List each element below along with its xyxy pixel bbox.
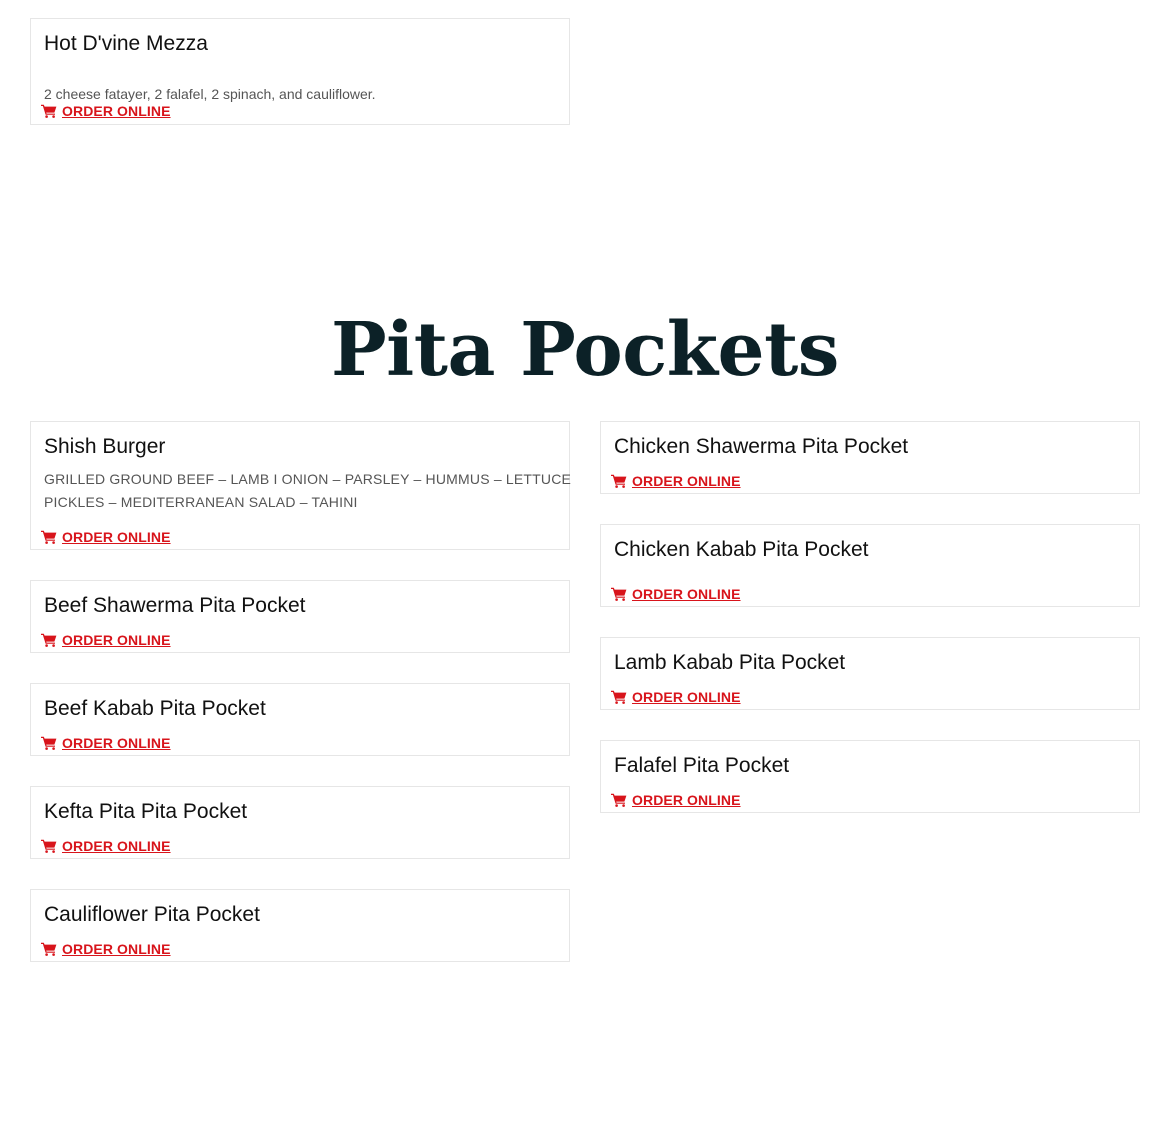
cart-icon xyxy=(611,474,627,488)
order-online-link[interactable] xyxy=(41,734,171,752)
order-online-link[interactable] xyxy=(611,791,741,809)
order-online-label: ORDER ONLINE xyxy=(62,103,171,119)
menu-item-title: Cauliflower Pita Pocket xyxy=(44,903,260,926)
order-online-link[interactable] xyxy=(41,631,171,649)
menu-item-card xyxy=(30,580,570,653)
order-online-label: ORDER ONLINE xyxy=(632,586,741,602)
cart-icon xyxy=(611,587,627,601)
section-title: Pita Pockets xyxy=(331,307,839,393)
cart-icon xyxy=(41,530,57,544)
order-online-label: ORDER ONLINE xyxy=(62,838,171,854)
order-online-link[interactable] xyxy=(611,585,741,603)
cart-icon xyxy=(611,690,627,704)
order-online-label: ORDER ONLINE xyxy=(62,632,171,648)
cart-icon xyxy=(41,942,57,956)
menu-item-card xyxy=(600,637,1140,710)
menu-item-card xyxy=(30,18,570,125)
order-online-link[interactable] xyxy=(41,837,171,855)
menu-item-title: Kefta Pita Pita Pocket xyxy=(44,800,248,823)
menu-item-title: Beef Kabab Pita Pocket xyxy=(44,697,266,720)
cart-icon xyxy=(41,736,57,750)
cart-icon xyxy=(41,104,57,118)
order-online-link[interactable] xyxy=(41,528,171,546)
order-online-link[interactable] xyxy=(611,472,741,490)
menu-item-title: Beef Shawerma Pita Pocket xyxy=(44,594,306,617)
menu-item-title: Lamb Kabab Pita Pocket xyxy=(614,651,846,674)
menu-item-title: Chicken Kabab Pita Pocket xyxy=(614,538,869,561)
menu-item-card xyxy=(30,421,570,550)
menu-item-card xyxy=(600,740,1140,813)
menu-item-title: Chicken Shawerma Pita Pocket xyxy=(614,435,909,458)
menu-item-description: 2 cheese fatayer, 2 falafel, 2 spinach, and cauliflower. xyxy=(44,86,376,102)
cart-icon xyxy=(611,793,627,807)
order-online-label: ORDER ONLINE xyxy=(632,689,741,705)
menu-item-description: PICKLES – MEDITERRANEAN SALAD – TAHINI xyxy=(44,494,358,510)
order-online-label: ORDER ONLINE xyxy=(62,735,171,751)
order-online-label: ORDER ONLINE xyxy=(632,792,741,808)
menu-item-card xyxy=(30,786,570,859)
menu-item-card xyxy=(30,683,570,756)
order-online-label: ORDER ONLINE xyxy=(62,941,171,957)
menu-item-description: GRILLED GROUND BEEF – LAMB I ONION – PARSLEY – HUMMUS – LETTUCE xyxy=(44,471,572,487)
cart-icon xyxy=(41,839,57,853)
menu-item-title: Hot D'vine Mezza xyxy=(44,32,208,55)
order-online-link[interactable] xyxy=(611,688,741,706)
menu-item-card xyxy=(600,524,1140,607)
cart-icon xyxy=(41,633,57,647)
menu-item-card xyxy=(30,889,570,962)
menu-item-title: Falafel Pita Pocket xyxy=(614,754,790,777)
order-online-link[interactable] xyxy=(41,102,171,120)
order-online-label: ORDER ONLINE xyxy=(62,529,171,545)
order-online-label: ORDER ONLINE xyxy=(632,473,741,489)
menu-item-card xyxy=(600,421,1140,494)
order-online-link[interactable] xyxy=(41,940,171,958)
menu-item-title: Shish Burger xyxy=(44,435,166,458)
